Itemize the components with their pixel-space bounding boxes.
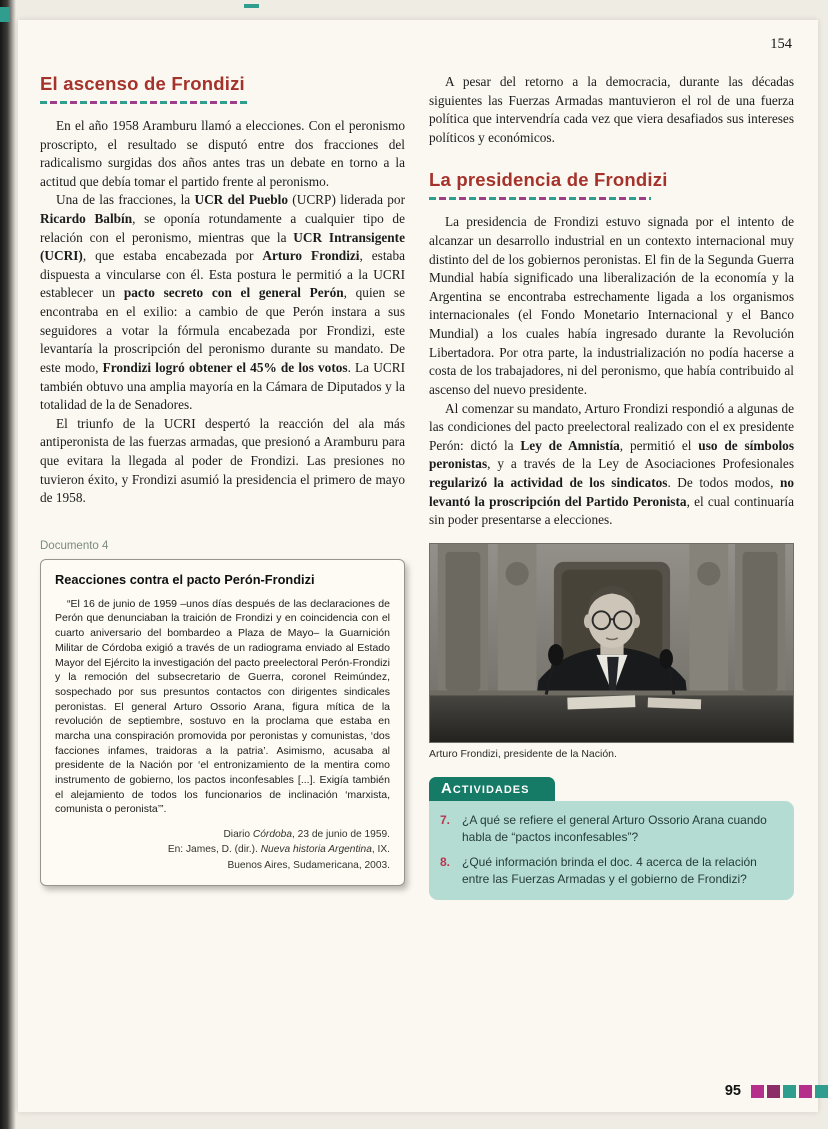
activities-header: Actividades bbox=[429, 777, 555, 801]
left-column bbox=[40, 73, 405, 900]
paragraph: En el año 1958 Aramburu llamó a elecciones. Con el peronismo proscripto, el resultado se disputó entre dos fracciones del radicalismo surgidas dos años antes tras un debate en torno a la actitud que debía tomar el partido frente al peronismo. bbox=[40, 118, 405, 189]
activity-number: 8. bbox=[440, 854, 451, 869]
photo-figure bbox=[429, 543, 794, 760]
frondizi-photo bbox=[429, 543, 794, 743]
page-number-bottom: 95 bbox=[724, 1083, 741, 1099]
section-title-rule bbox=[429, 197, 651, 200]
paragraph: Al comenzar su mandato, Arturo Frondizi respondió a algunas de las condiciones del pacto preelectoral realizado con el ex presidente Perón: dictó la Ley de Amnistía, permitió el uso de símbolos peronistas, y a través de la Ley de Asociaciones Profesionales regularizó la actividad de los sindicatos. De todos modos, no levantó la proscripción del Partido Peronista, el cual continuaría sin poder presentarse a elecciones. bbox=[429, 400, 794, 528]
footer-square bbox=[767, 1085, 780, 1098]
page-footer bbox=[725, 1083, 828, 1099]
section-title-ascenso: El ascenso de Frondizi bbox=[40, 73, 245, 94]
print-registration-dash bbox=[244, 4, 259, 8]
footer-square bbox=[783, 1085, 796, 1098]
activity-number: 7. bbox=[440, 812, 451, 827]
document-title: Reacciones contra el pacto Perón-Frondizi bbox=[55, 571, 315, 587]
paragraph: Una de las fracciones, la UCR del Pueblo (UCRP) liderada por Ricardo Balbín, se oponía rotundamente a cualquier tipo de relación con el peronismo, mientras que la UCR Intransigente (UCRI), que estaba encabezada por Arturo Frondizi, estaba dispuesta a vincularse con él. Esta postura le permitió a la UCRI establecer un pacto secreto con el general Perón, quien se encontraba en el exilio: a cambio de que Perón instara a sus seguidores a votar la fórmula encabezada por Frondizi, este levantaría la proscripción del peronismo durante su mandato. De este modo, Frondizi logró obtener el 45% de los votos. La UCRI también obtuvo una amplia mayoría en la Cámara de Diputados y la totalidad de la de Senadores. bbox=[40, 192, 405, 413]
photo-caption: Arturo Frondizi, presidente de la Nación. bbox=[429, 747, 617, 760]
activity-text: ¿Qué información brinda el doc. 4 acerca de la relación entre las Fuerzas Armadas y el gobierno de Frondizi? bbox=[462, 854, 757, 886]
print-registration-mark bbox=[0, 7, 10, 22]
two-column-layout bbox=[40, 73, 794, 900]
document-body-text: “El 16 de junio de 1959 –unos días después de las declaraciones de Perón que denunciaban la traición de Frondizi y en coincidencia con el cuarto aniversario del bombardeo a Plaza de Mayo– la Guarnición Militar de Córdoba exigió a través de un radiograma enviado al Estado Mayor del Ejército la investigación del pacto preelectoral Perón-Frondizi y la remoción del subsecretario de Guerra, coronel Reimúndez, sospechado por sus presuntos contactos con dirigentes sindicales peronistas. El general Arturo Ossorio Arana, figura mítica de la revolución de septiembre, sostuvo en la proclama que estaba en marcha una conspiración promovida por peronistas y comunistas, ‘dos facciones infames, traidoras a la patria’. Asimismo, acusaba al presidente de la Nación por ‘el entronizamiento de la mentira como instrumento de gobierno, los pactos inconfesables [...]. Exigía también el alejamiento de todos los funcionarios de inclinación ‘marxista, comunista o peronista’”. bbox=[55, 597, 390, 816]
source-line: Buenos Aires, Sudamericana, 2003. bbox=[227, 859, 390, 871]
frondizi-photo-illustration bbox=[430, 544, 793, 742]
footer-square bbox=[799, 1085, 812, 1098]
document-box bbox=[40, 559, 405, 886]
paragraph: A pesar del retorno a la democracia, durante las décadas siguientes las Fuerzas Armadas mantuvieron el rol de una fuerza política que intervendría cada vez que viera desafiados sus intereses políticos y económicos. bbox=[429, 74, 794, 145]
activity-text: ¿A qué se refiere el general Arturo Ossorio Arana cuando habla de “pactos inconfesables”? bbox=[462, 812, 767, 844]
document-label: Documento 4 bbox=[40, 539, 109, 552]
right-column bbox=[429, 73, 794, 900]
activity-item bbox=[440, 812, 781, 846]
page bbox=[18, 20, 818, 1112]
source-line: Diario Córdoba, 23 de junio de 1959. bbox=[223, 829, 390, 841]
source-line: En: James, D. (dir.). Nueva historia Argentina, IX. bbox=[167, 844, 390, 856]
footer-square bbox=[751, 1085, 764, 1098]
paragraph: La presidencia de Frondizi estuvo signada por el intento de alcanzar un desarrollo industrial en un contexto internacional muy distinto del de los gobiernos peronistas. El fin de la Segunda Guerra Mundial había significado una liberalización de la economía y la Argentina se encontraba estrechamente ligada a los organismos internacionales (el Fondo Monetario Internacional y el Banco Mundial) a los cuales había ingresado durante la Revolución Libertadora. Por otra parte, la industrialización no podía hacerse a costa de los trabajadores, ni del peronismo, que había contribuido al ascenso del nuevo presidente. bbox=[429, 214, 794, 397]
activities-section bbox=[429, 777, 794, 900]
page-number-top: 154 bbox=[770, 36, 792, 52]
section-title-rule bbox=[40, 101, 250, 104]
section-title-presidencia: La presidencia de Frondizi bbox=[429, 169, 668, 191]
activity-item bbox=[440, 854, 781, 888]
scan-left-edge-shadow bbox=[0, 0, 16, 1129]
document-source bbox=[55, 827, 390, 873]
paragraph: El triunfo de la UCRI despertó la reacción del ala más antiperonista de las fuerzas armadas, que presionó a Aramburu para que evitara la llegada al poder de Frondizi. Las presiones no tuvieron éxito, y Frondizi asumió la presidencia el primero de mayo de 1958. bbox=[40, 415, 405, 506]
footer-square bbox=[815, 1085, 828, 1098]
activities-body bbox=[429, 801, 794, 900]
footer-color-squares bbox=[751, 1085, 828, 1098]
